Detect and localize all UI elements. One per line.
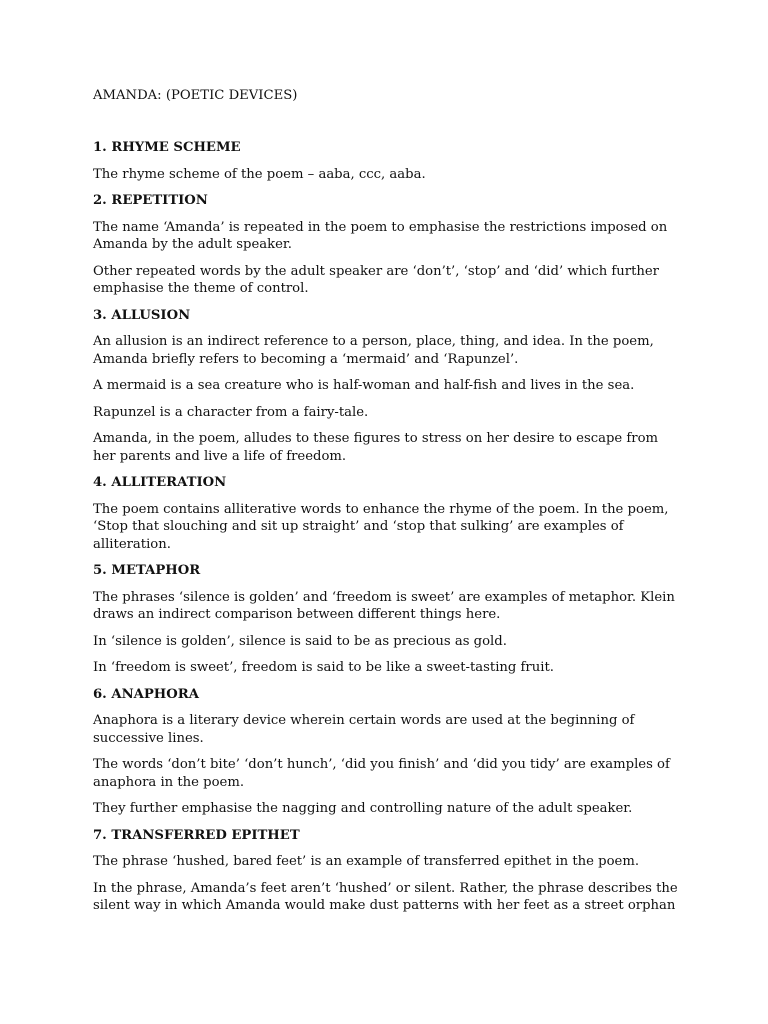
section (93, 192, 683, 298)
section-paragraph: Anaphora is a literary device wherein certain words are used at the beginning of successive lines. (93, 713, 635, 746)
section-paragraph: The phrases ‘silence is golden’ and ‘freedom is sweet’ are examples of metaphor. Klein draws an indirect comparison between different things here. (93, 589, 675, 622)
section-paragraph: The words ‘don’t bite’ ‘don’t hunch’, ‘did you finish’ and ‘did you tidy’ are examples of anaphora in the poem. (93, 757, 670, 790)
section-paragraph: The rhyme scheme of the poem – aaba, ccc, aaba. (93, 166, 426, 182)
section-heading: 7. TRANSFERRED EPITHET (93, 827, 300, 843)
section-paragraph: Other repeated words by the adult speaker are ‘don’t’, ‘stop’ and ‘did’ which further emphasise the theme of control. (93, 263, 659, 296)
section-paragraph: Rapunzel is a character from a fairy-tale. (93, 404, 369, 420)
section-paragraph: A mermaid is a sea creature who is half-woman and half-fish and lives in the sea. (93, 378, 635, 393)
section-heading: 1. RHYME SCHEME (93, 140, 241, 155)
section-heading: 6. ANAPHORA (93, 686, 199, 702)
section (93, 139, 683, 183)
section (93, 562, 683, 677)
section-heading: 2. REPETITION (93, 193, 208, 208)
section (93, 827, 683, 915)
section-paragraph: In ‘silence is golden’, silence is said to be as precious as gold. (93, 633, 507, 649)
section-paragraph: The name ‘Amanda’ is repeated in the poem to emphasise the restrictions imposed on Amanda by the adult speaker. (93, 219, 668, 252)
section-paragraph: They further emphasise the nagging and controlling nature of the adult speaker. (93, 801, 633, 816)
document-title: AMANDA: (POETIC DEVICES) (93, 88, 298, 103)
section-paragraph: The poem contains alliterative words to enhance the rhyme of the poem. In the poem, ‘Stop that slouching and sit up straight’ and ‘stop that sulking’ are examples of alliteration. (93, 501, 669, 552)
section (93, 686, 683, 818)
section-paragraph: In the phrase, Amanda’s feet aren’t ‘hushed’ or silent. Rather, the phrase describes the silent way in which Amanda would make dust patterns with her feet as a street orphan (93, 880, 678, 913)
section-paragraph: In ‘freedom is sweet’, freedom is said to be like a sweet-tasting fruit. (93, 660, 554, 675)
section-heading: 4. ALLITERATION (93, 475, 227, 490)
section-paragraph: Amanda, in the poem, alludes to these figures to stress on her desire to escape from her parents and live a life of freedom. (93, 431, 659, 464)
document-body (93, 139, 683, 924)
section (93, 474, 683, 553)
section (93, 307, 683, 466)
section-paragraph: The phrase ‘hushed, bared feet’ is an example of transferred epithet in the poem. (93, 854, 640, 869)
section-paragraph: An allusion is an indirect reference to a person, place, thing, and idea. In the poem, Amanda briefly refers to becoming a ‘mermaid’ and ‘Rapunzel’. (93, 334, 654, 367)
section-heading: 5. METAPHOR (93, 563, 201, 578)
section-heading: 3. ALLUSION (93, 307, 191, 323)
